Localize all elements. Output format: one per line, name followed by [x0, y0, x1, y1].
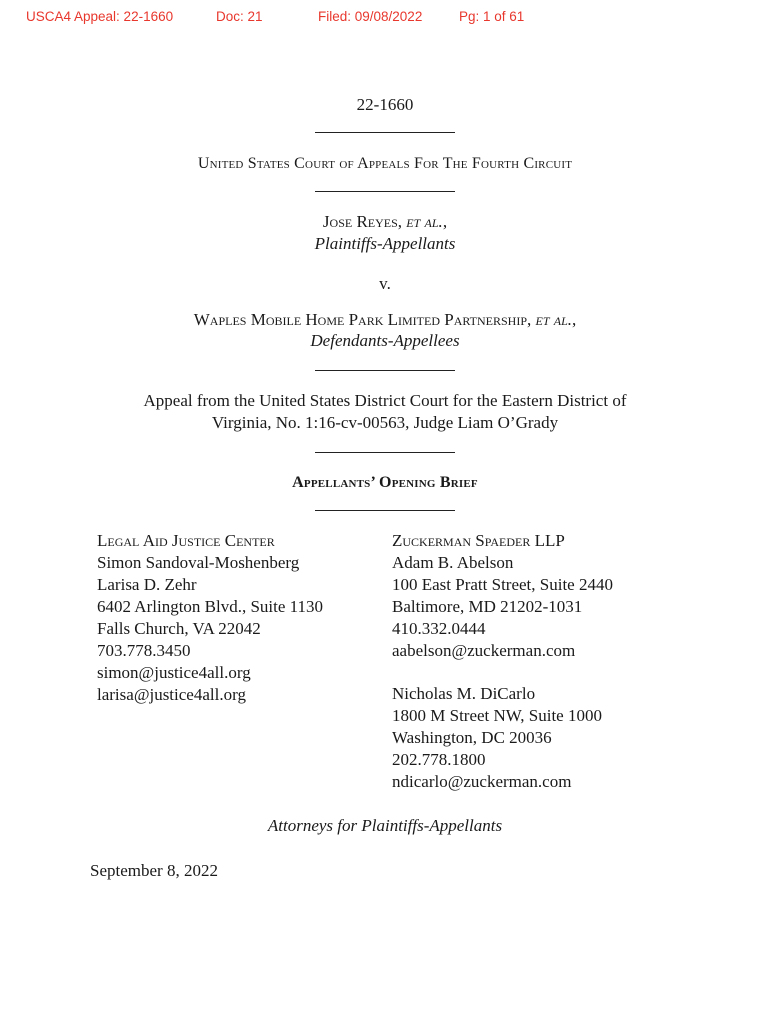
- counsel-right-block: [392, 530, 613, 793]
- counsel-right-line: 1800 M Street NW, Suite 1000: [392, 706, 602, 725]
- counsel-right-line: 410.332.0444: [392, 619, 486, 638]
- plaintiff-name: [0, 211, 770, 233]
- court-name: United States Court of Appeals For The Fourth Circuit: [197, 155, 573, 172]
- defendant-et-al: et al.: [535, 310, 573, 329]
- counsel-right-line: Nicholas M. DiCarlo: [392, 684, 536, 703]
- divider-rule: [315, 452, 455, 453]
- plaintiff-role: Plaintiffs-Appellants: [314, 234, 456, 253]
- attorneys-for: Attorneys for Plaintiffs-Appellants: [267, 816, 503, 835]
- appeal-from-line2: Virginia, No. 1:16-cv-00563, Judge Liam O’Grady: [211, 413, 559, 432]
- divider-rule: [315, 191, 455, 192]
- appeal-number-stamp: USCA4 Appeal: 22-1660: [26, 9, 174, 24]
- divider-rule: [315, 132, 455, 133]
- plaintiff-et-al: et al.: [406, 212, 443, 231]
- counsel-left-firm: Legal Aid Justice Center: [97, 531, 275, 550]
- counsel-left-line: Larisa D. Zehr: [97, 575, 197, 594]
- counsel-right-line: aabelson@zuckerman.com: [392, 641, 576, 660]
- defendant-name: [0, 309, 770, 331]
- doc-number-stamp: Doc: 21: [216, 9, 263, 24]
- brief-title: Appellants’ Opening Brief: [292, 474, 478, 491]
- defendant-role: Defendants-Appellees: [310, 331, 460, 350]
- divider-rule: [315, 370, 455, 371]
- counsel-left-line: 6402 Arlington Blvd., Suite 1130: [97, 597, 324, 616]
- plaintiff-comma: ,: [442, 212, 448, 231]
- filed-date-stamp: Filed: 09/08/2022: [318, 9, 423, 24]
- counsel-left-line: simon@justice4all.org: [97, 663, 251, 682]
- counsel-left-line: Simon Sandoval-Moshenberg: [97, 553, 300, 572]
- case-number: 22-1660: [356, 95, 414, 114]
- counsel-right-line: Washington, DC 20036: [392, 728, 552, 747]
- defendant-party: Waples Mobile Home Park Limited Partnership,: [193, 310, 536, 329]
- counsel-right-firm: Zuckerman Spaeder LLP: [392, 531, 565, 550]
- versus: v.: [379, 274, 391, 293]
- plaintiff-party: Jose Reyes,: [322, 212, 407, 231]
- counsel-right-line: Adam B. Abelson: [392, 553, 514, 572]
- divider-rule: [315, 510, 455, 511]
- counsel-right-line: Baltimore, MD 21202-1031: [392, 597, 583, 616]
- defendant-comma: ,: [572, 310, 577, 329]
- page-count-stamp: Pg: 1 of 61: [459, 9, 525, 24]
- counsel-left-block: [97, 530, 323, 706]
- counsel-left-line: 703.778.3450: [97, 641, 191, 660]
- counsel-right-line: 202.778.1800: [392, 750, 486, 769]
- counsel-right-line: 100 East Pratt Street, Suite 2440: [392, 575, 613, 594]
- counsel-left-line: larisa@justice4all.org: [97, 685, 246, 704]
- counsel-left-line: Falls Church, VA 22042: [97, 619, 261, 638]
- filing-date: September 8, 2022: [90, 861, 218, 880]
- appeal-from-line1: Appeal from the United States District Court for the Eastern District of: [143, 391, 627, 410]
- counsel-right-line: ndicarlo@zuckerman.com: [392, 772, 572, 791]
